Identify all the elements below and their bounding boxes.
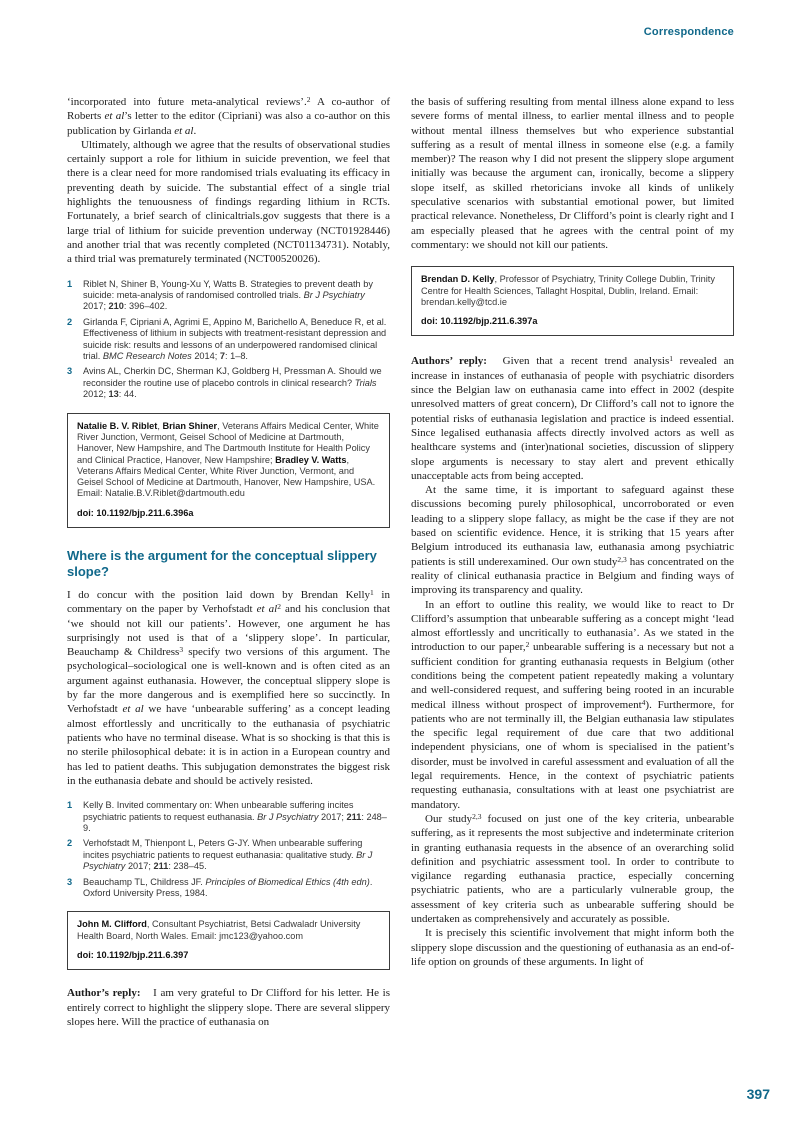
authors-reply-paragraph bbox=[67, 986, 390, 1029]
reference-list-1 bbox=[67, 279, 390, 401]
author-affiliation-text: John M. Clifford, Consultant Psychiatrist, Betsi Cadwaladr University Health Board, North Wales. Email: jmc123@yahoo.com bbox=[77, 919, 361, 941]
reference-text: Avins AL, Cherkin DC, Sherman KJ, Goldberg H, Pressman A. Should we reconsider the routine use of placebo controls in clinical research? Trials 2012; 13: 44. bbox=[83, 366, 382, 400]
author-box-kelly bbox=[411, 266, 734, 336]
reference-number: 2 bbox=[67, 316, 73, 327]
reference-text: Beauchamp TL, Childress JF. Principles of Biomedical Ethics (4th edn). Oxford University Press, 1984. bbox=[83, 876, 373, 898]
reply-text: Given that a recent trend analysis$^1$ revealed an increase in instances of euthanasia of people with psychiatric disorders since the Belgian law on euthanasia came into effect in 2002 (despite unresolved matters of great concern), Dr Clifford’s call not to ignore the potential risks of euthanasia legislation and practice is indeed essential. Since legalised euthanasia affects directly involved actors as well as healthcare systems and (inter)national societies, discussion of slippery slope arguments is necessary to stay alert and prevent ethically unacceptable acts from being accepted. bbox=[411, 354, 735, 482]
reply-text: I am very grateful to Dr Clifford for his letter. He is entirely correct to highlight the slippery slope. There are several slippery slopes here. Will the practice of euthanasia on bbox=[67, 987, 390, 1028]
reference-item bbox=[67, 317, 390, 363]
reference-item bbox=[67, 877, 390, 900]
reference-text: Verhofstadt M, Thienpont L, Peters G-JY. When unbearable suffering incites psychiatric patients to request euthanasia: qualitative study. Br J Psychiatry 2017; 211: 238–45. bbox=[83, 838, 373, 872]
author-affiliation-text: Brendan D. Kelly, Professor of Psychiatry, Trinity College Dublin, Trinity Centre for Health Sciences, Tallaght Hospital, Dublin, Ireland. Email: brendan.kelly@tcd.ie bbox=[421, 274, 715, 307]
doi-line: doi: 10.1192/bjp.211.6.396a bbox=[77, 507, 194, 518]
letter-body-paragraph: I do concur with the position laid down by Brendan Kelly$^1$ in commentary on the paper by Verhofstadt et $al^2$ and his conclusion that ‘we should not kill our patients’. However, one argument he has surprisingly not used is that of a ‘slippery slope’. In particular, Beauchamp & Childress$^3$ specify two versions of this argument. The psychological–sociological one is well-known and is often cited as an argument against euthanasia. However, the conceptual slippery slope is by far the more dangerous and is exemplified here so succinctly. In Verhofstadt et al we have ‘unbearable suffering’ as a concept leading almost effortlessly and uncritically to the euthanasia of psychiatric patients who have no terminal disease. What is so shocking is that this is no sterile philosophical debate: it is in action in a European country and has led to patient deaths. This subjugation demonstrates the biggest risk in the euthanasia debate and should be actively resisted. bbox=[67, 588, 391, 787]
author-box-clifford bbox=[67, 911, 390, 970]
section-label: Correspondence bbox=[643, 26, 734, 38]
reference-number: 1 bbox=[67, 278, 73, 289]
reply-body-paragraph: At the same time, it is important to safeguard against these discussions becoming purely philosophical, uncorroborated or even leading to a slippery slope fallacy, as might be the case if they are not based on scientific evidence. Hence, it is striking that 15 years after Belgium introduced its euthanasia law, euthanasia among psychiatric patients is still underexamined. Our own study$^{2,3}$ has concentrated on the reality of clinical euthanasia practice in Belgium and finding ways of improving its transparency and quality. bbox=[411, 484, 735, 597]
letter-title: Where is the argument for the conceptual slippery slope? bbox=[67, 548, 377, 579]
reference-number: 3 bbox=[67, 876, 73, 887]
reference-item bbox=[67, 366, 390, 400]
reference-number: 1 bbox=[67, 800, 73, 811]
reference-text: Riblet N, Shiner B, Young-Xu Y, Watts B. Strategies to prevent death by suicide: meta-analysis of randomised controlled trials. Br J Psychiatry 2017; 210: 396–402. bbox=[83, 278, 373, 312]
reply-body-paragraph: It is precisely this scientific involvement that might inform both the slippery slope discussion and the questioning of euthanasia as an end-of-life option on grounds of these arguments. In light of bbox=[411, 927, 734, 968]
reply-label: Authors’ reply: bbox=[411, 355, 487, 368]
reference-number: 3 bbox=[67, 366, 73, 377]
author-affiliation-text: Natalie B. V. Riblet, Brian Shiner, Veterans Affairs Medical Center, White River Junction, Vermont, Geisel School of Medicine at Dartmouth, Hanover, New Hampshire, and The Dartmouth Institute for Health Policy and Clinical Practice, Hanover, New Hampshire; Bradley V. Watts, Veterans Affairs Medical Center, White River Junction, Vermont, and Geisel School of Medicine at Dartmouth, Hanover, New Hampshire, USA. Email: Natalie.B.V.Riblet@dartmouth.edu bbox=[77, 420, 379, 499]
reply-body-paragraph: In an effort to outline this reality, we would like to react to Dr Clifford’s assumption that unbearable suffering as a concept might ‘lead almost effortlessly and uncritically to euthanasia’. As we stated in the introduction to our paper,$^2$ unbearable suffering is a necessary but not a sufficient condition for granting euthanasia requests in Belgium (other conditions being the competent patient repeatedly making a voluntary and well-considered request, and suffering being rooted in an incurable medical illness without prospect of improvement$^4$). Furthermore, for patients who are not terminally ill, the Belgian euthanasia law stipulates the specific legal requirement of due care that two additional independent physicians, one of whom is specialised in the patient’s disorder, must be involved in careful assessment and evaluation of all the legal requirements. Hence, in the context of psychiatric patients requesting euthanasia, consultations with at least one psychiatrist are mandatory. bbox=[411, 598, 734, 811]
right-column bbox=[411, 95, 734, 1029]
letter-continuation-paragraph: ‘incorporated into future meta-analytical reviews’.$^2$ A co-author of Roberts et al’s letter to the editor (Cipriani) was also a co-author on this publication by Girlanda et al. bbox=[67, 95, 390, 137]
reference-item bbox=[67, 279, 390, 313]
reference-list-2 bbox=[67, 800, 390, 899]
reference-text: Girlanda F, Cipriani A, Agrimi E, Appino M, Barichello A, Beneduce R, et al. Effectiveness of lithium in subjects with treatment-resistant depression and suicide risk: results and lessons of an underpowered randomised clinical trial. BMC Research Notes 2014; 7: 1–8. bbox=[83, 316, 387, 361]
doi-line: doi: 10.1192/bjp.211.6.397a bbox=[421, 316, 538, 327]
reference-item bbox=[67, 838, 390, 872]
page-number: 397 bbox=[746, 1086, 770, 1102]
doi-line: doi: 10.1192/bjp.211.6.397 bbox=[77, 950, 189, 960]
content-columns bbox=[67, 95, 734, 1029]
page-header bbox=[644, 22, 734, 40]
reply-continuation-paragraph: the basis of suffering resulting from mental illness alone expand to less severe forms of mental illness, to earlier mental illness and to people without mental illness themselves but who experience substantial suffering as a result of mental illness in someone else (e.g. a family member)? The reason why I did not present the slippery slope argument initially was because the argument can, ironically, become a slippery slope itself, as skilled rhetoricians invoke all kinds of unlikely speculative scenarios with substantial emotional power, but limited practical relevance. Nonetheless, Dr Clifford’s point is clearly right and I am especially pleased that he agrees with the central point of my commentary: we should not kill our patients. bbox=[411, 96, 734, 251]
left-column bbox=[67, 95, 390, 1029]
reply-label: Author’s reply: bbox=[67, 987, 141, 1000]
reference-text: Kelly B. Invited commentary on: When unbearable suffering incites psychiatric patients to request euthanasia. Br J Psychiatry 2017; 211: 248–9. bbox=[83, 800, 387, 833]
authors-reply-paragraph bbox=[411, 354, 734, 483]
reference-number: 2 bbox=[67, 838, 73, 849]
reference-item bbox=[67, 800, 390, 834]
author-box-riblet bbox=[67, 413, 390, 528]
letter-paragraph: Ultimately, although we agree that the results of observational studies certainly support a role for lithium in suicide prevention, we feel that there is a clear need for more randomised trials evaluating its efficacy in preventing death by suicide. The substantial effect of a single trial highlights the tenuousness of findings regarding lithium in RCTs. Fortunately, a brief search of clinicaltrials.gov suggests that there is a large trial of lithium for suicide prevention underway (NCT01928446) and another trial that was recently completed (NCT01134731). Notably, a third trial was prematurely terminated (NCT00520026). bbox=[67, 138, 390, 266]
reply-body-paragraph: Our study$^{2,3}$ focused on just one of the key criteria, unbearable suffering, as it represents the most subjective and indeterminate criterion in granting euthanasia requests in the absence of an overarching solid definition and psychiatric assessment tool. In order to contribute to vigilance regarding euthanasia practice, especially concerning psychiatric patients, who are a particularly vulnerable group, the assessment of key criteria such as unbearable suffering should be undertaken as comprehensively and accurately as possible. bbox=[411, 811, 735, 926]
